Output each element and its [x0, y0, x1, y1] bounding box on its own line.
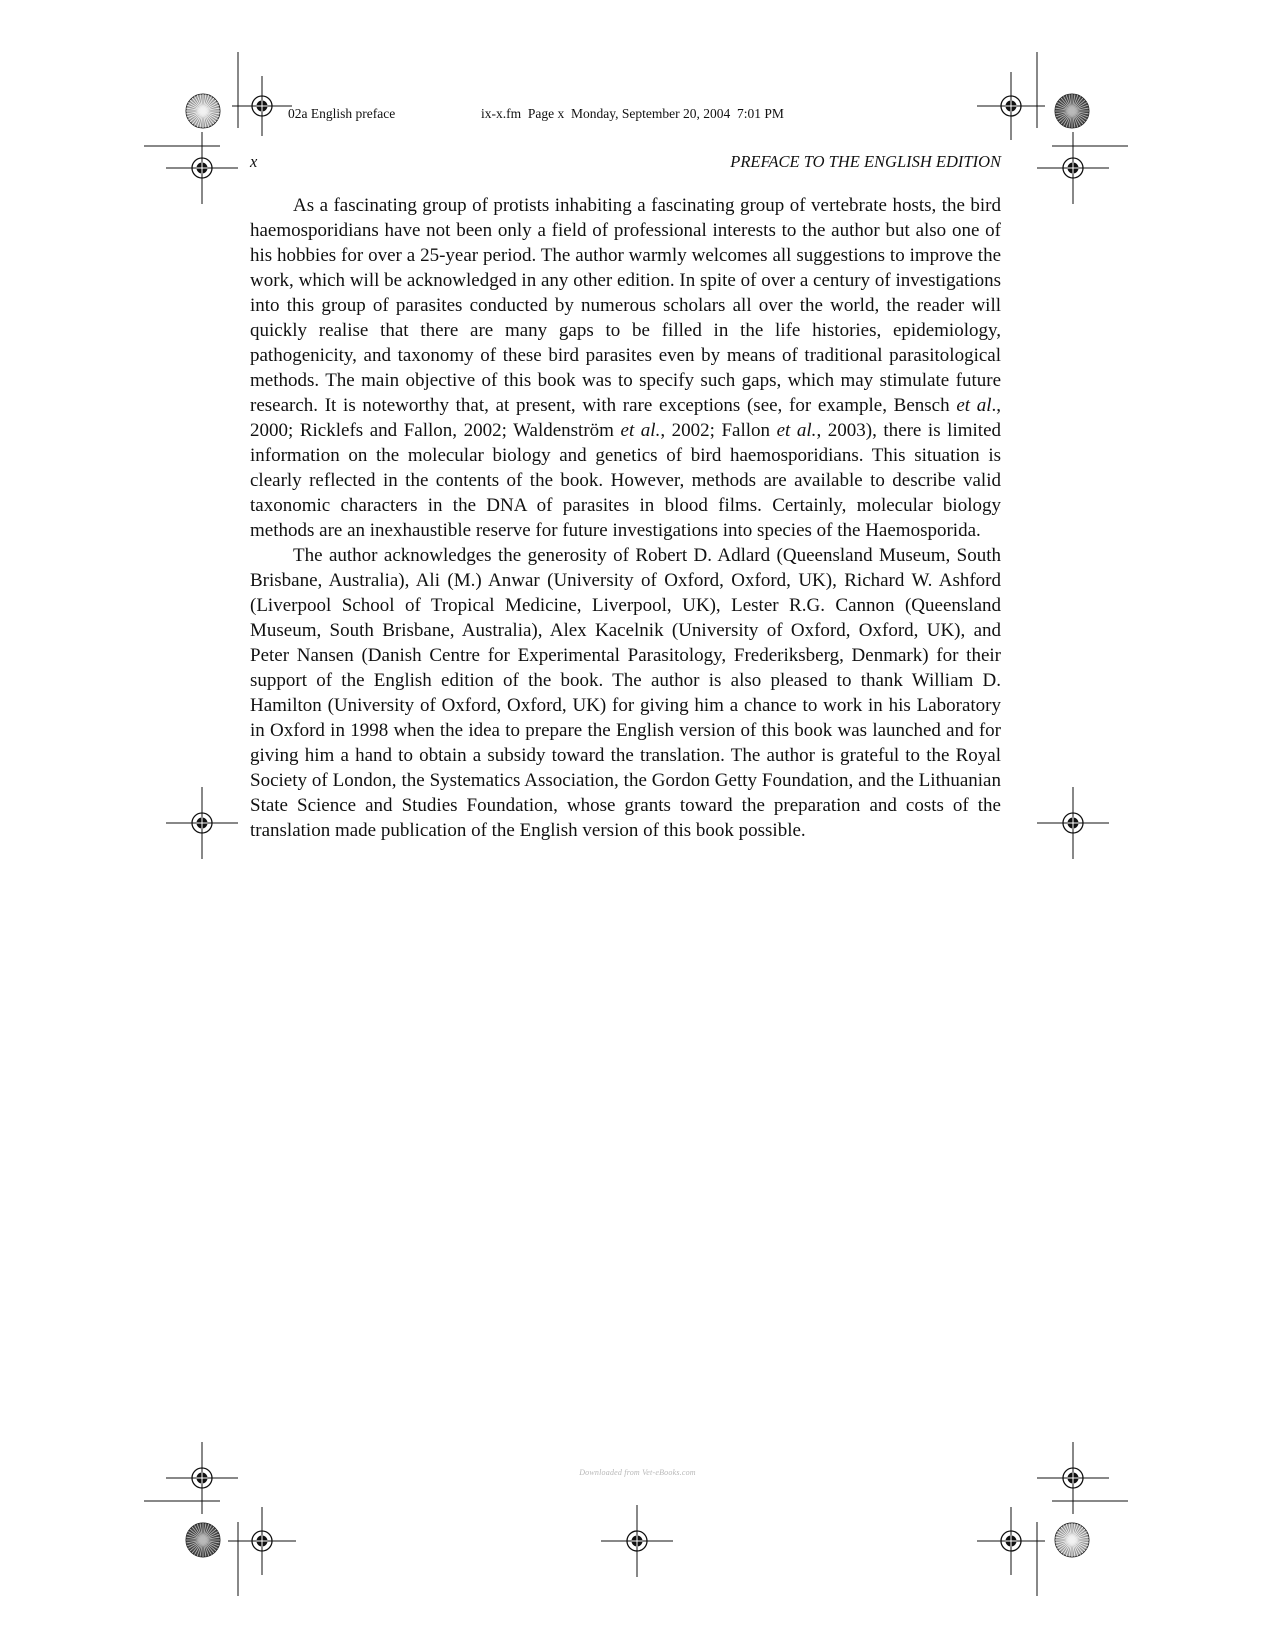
- registration-mark-icon: [232, 76, 292, 136]
- italic-run: et al.: [620, 420, 661, 441]
- text-run: The author acknowledges the generosity of Robert D. Adlard (Queensland Museum, South Brisbane, Australia), Ali (M.) Anwar (University of Oxford, Oxford, UK), Richard W. Ashford (Liverpool School of Tropical Medicine, Liverpool, UK), Lester R.G. Cannon (Queensland Museum, South Brisbane, Australia), Alex Kacelnik (University of Oxford, Oxford, UK), and Peter Nansen (Danish Centre for Experimental Parasitology, Frederiksberg, Denmark) for their support of the English edition of the book. The author is also pleased to thank William D. Hamilton (University of Oxford, Oxford, UK) for giving him a chance to work in his Laboratory in Oxford in 1998 when the idea to prepare the English version of this book was launched and for giving him a hand to obtain a subsidy toward the translation. The author is grateful to the Royal Society of London, the Systematics Association, the Gordon Getty Foundation, and the Lithuanian State Science and Studies Foundation, whose grants toward the preparation and costs of the translation made publication of the English version of this book possible.: [250, 545, 1001, 841]
- registration-mark-icon: [1037, 787, 1109, 859]
- color-calibration-starburst-icon: [1055, 94, 1089, 128]
- color-calibration-starburst-icon: [1055, 1523, 1089, 1557]
- body-text: [250, 193, 1001, 843]
- download-watermark: Downloaded from Vet-eBooks.com: [579, 1468, 696, 1477]
- registration-mark-icon: [166, 1442, 238, 1514]
- registration-mark-icon: [977, 1507, 1045, 1575]
- print-slug-info: ix-x.fm Page x Monday, September 20, 2004 7:01 PM: [481, 106, 784, 121]
- registration-mark-icon: [166, 787, 238, 859]
- paragraph-1: [250, 193, 1001, 543]
- print-slug-filename: 02a English preface: [288, 106, 396, 121]
- text-run: , 2002; Fallon: [660, 420, 777, 441]
- page-folio: x: [250, 152, 258, 171]
- registration-mark-icon: [1037, 1442, 1109, 1514]
- registration-mark-icon: [601, 1505, 673, 1577]
- text-run: ., 2000; Ricklefs and Fallon, 2002; Waldenström: [250, 395, 1002, 441]
- text-run: , 2003), there is limited information on the molecular biology and genetics of bird haemosporidians. This situation is clearly reflected in the contents of the book. However, methods are available to describe valid taxonomic characters in the DNA of parasites in blood films. Certainly, molecular biology methods are an inexhaustible reserve for future investigations into species of the Haemosporida.: [250, 420, 1001, 541]
- italic-run: et al.: [776, 420, 817, 441]
- registration-mark-icon: [166, 132, 238, 204]
- color-calibration-starburst-icon: [186, 94, 220, 128]
- italic-run: et al: [956, 395, 992, 416]
- paragraph-2: [250, 543, 1001, 843]
- registration-mark-icon: [1037, 132, 1109, 204]
- registration-mark-icon: [977, 72, 1045, 140]
- running-head-title: PREFACE TO THE ENGLISH EDITION: [730, 152, 1001, 171]
- color-calibration-starburst-icon: [186, 1523, 220, 1557]
- text-run: As a fascinating group of protists inhabiting a fascinating group of vertebrate hosts, the bird haemosporidians have not been only a field of professional interests to the author but also one of his hobbies for over a 25-year period. The author warmly welcomes all suggestions to improve the work, which will be acknowledged in any other edition. In spite of over a century of investigations into this group of parasites conducted by numerous scholars all over the world, the reader will quickly realise that there are many gaps to be filled in the life histories, epidemiology, pathogenicity, and taxonomy of these bird parasites even by means of traditional parasitological methods. The main objective of this book was to specify such gaps, which may stimulate future research. It is noteworthy that, at present, with rare exceptions (see, for example, Bensch: [250, 195, 1001, 416]
